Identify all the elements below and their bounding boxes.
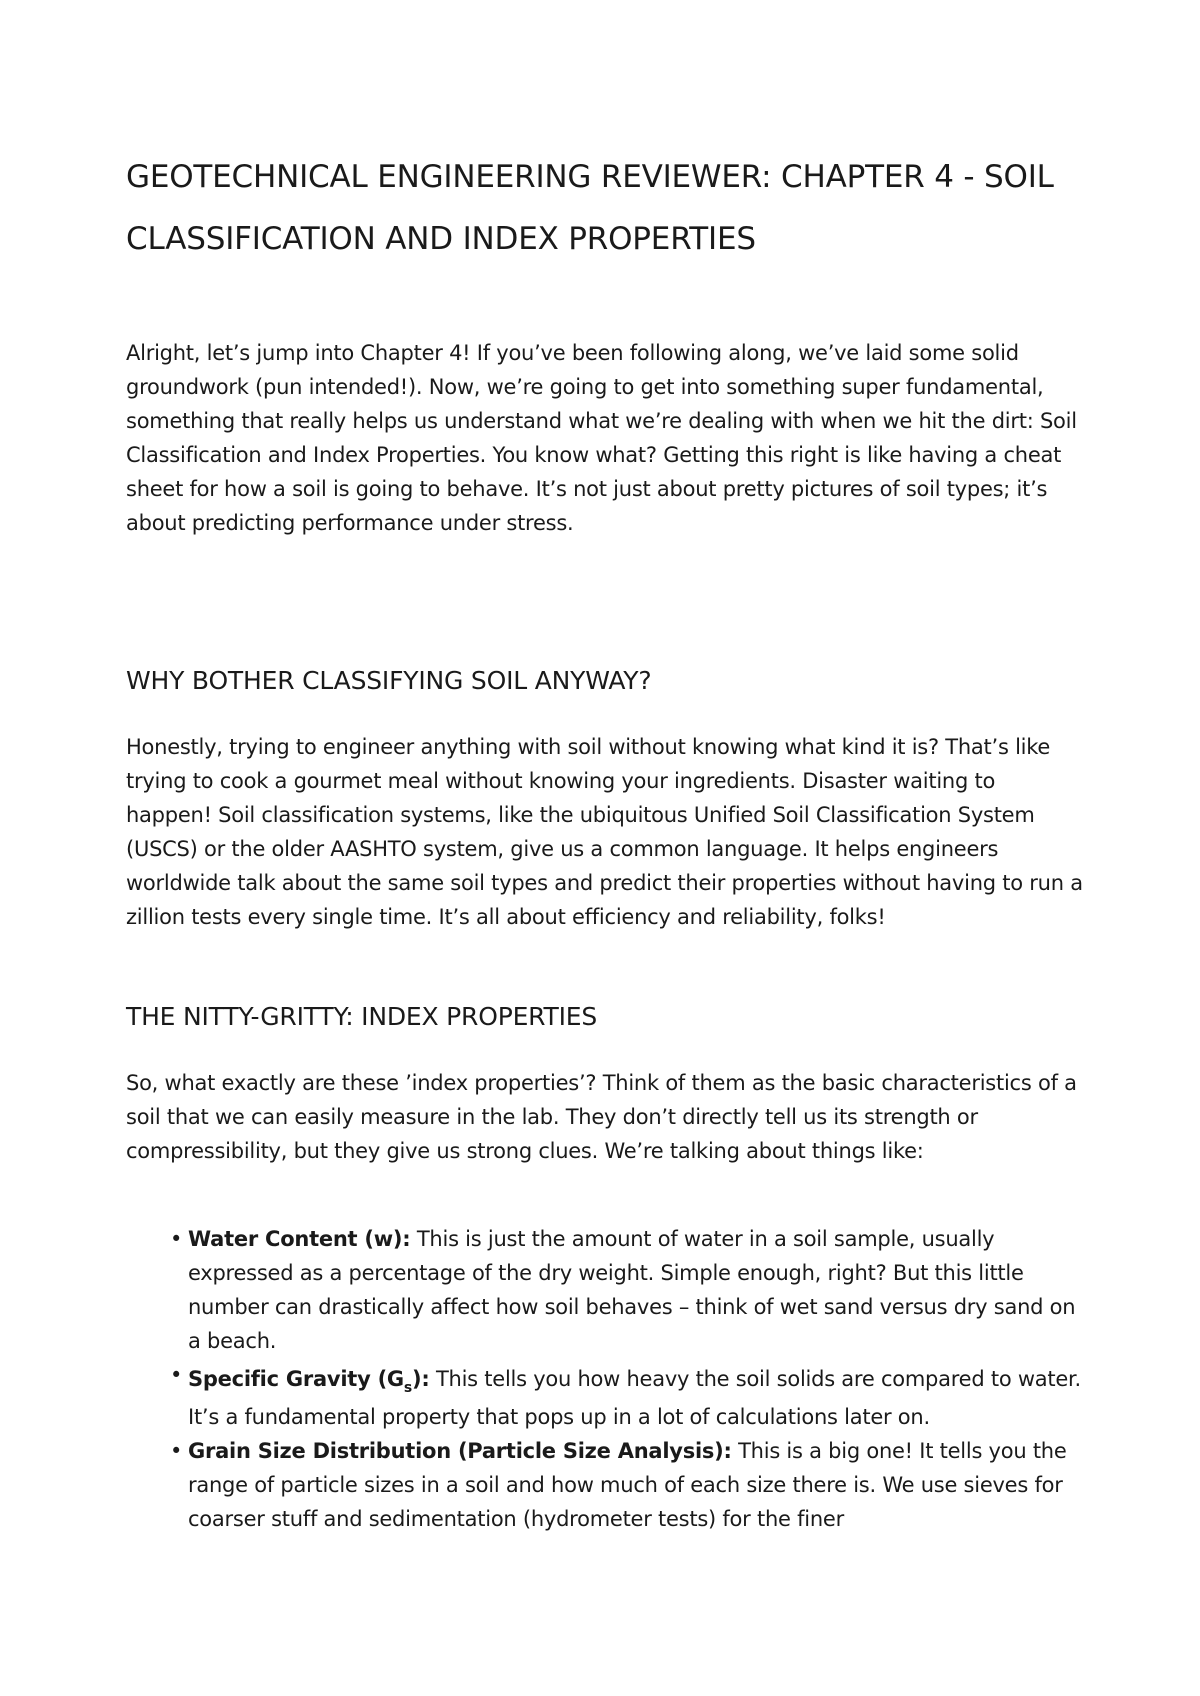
- section-heading-why-classify: WHY BOTHER CLASSIFYING SOIL ANYWAY?: [126, 666, 652, 695]
- list-item-term: [188, 1367, 430, 1396]
- index-properties-list: [126, 1222, 1086, 1536]
- list-item-specific-gravity: [126, 1358, 1086, 1434]
- section-paragraph-why-classify: Honestly, trying to engineer anything with soil without knowing what kind it is? That’s like trying to cook a gourmet meal without knowing your ingredients. Disaster waiting to happen! Soil classification systems, like the ubiquitous Unified Soil Classification System (USCS) or the older AASHTO system, give us a common language. It helps engineers worldwide talk about the same soil types and predict their properties without having to run a zillion tests every single time. It’s all about efficiency and reliability, folks!: [126, 735, 1083, 929]
- list-item-term: Grain Size Distribution (Particle Size Analysis):: [188, 1439, 732, 1463]
- term-suffix: ):: [412, 1367, 430, 1391]
- bullet-icon: •: [170, 1363, 183, 1387]
- list-item-text: This is a big one! It tells you the range of particle sizes in a soil and how much of each size there is. We use sieves for coarser stuff and sedimentation (hydrometer tests) for the finer: [188, 1439, 1067, 1531]
- list-item-text: This is just the amount of water in a soil sample, usually expressed as a percentage of the dry weight. Simple enough, right? But this little number can drastically affect how soil behaves – think of wet sand versus dry sand on a beach.: [188, 1227, 1076, 1353]
- section-paragraph-index-properties: So, what exactly are these ’index properties’? Think of them as the basic characteristics of a soil that we can easily measure in the lab. They don’t directly tell us its strength or compressibility, but they give us strong clues. We’re talking about things like:: [126, 1071, 1077, 1163]
- list-item-grain-size: [126, 1434, 1086, 1536]
- document-title: GEOTECHNICAL ENGINEERING REVIEWER: CHAPTER 4 - SOIL CLASSIFICATION AND INDEX PROPERTIES: [126, 159, 1054, 257]
- list-item-text: This tells you how heavy the soil solids are compared to water. It’s a fundamental property that pops up in a lot of calculations later on.: [188, 1367, 1081, 1429]
- bullet-icon: •: [170, 1227, 183, 1251]
- bullet-icon: •: [170, 1439, 183, 1463]
- list-item-water-content: [126, 1222, 1086, 1358]
- term-subscript: s: [403, 1380, 413, 1396]
- section-heading-index-properties: THE NITTY-GRITTY: INDEX PROPERTIES: [126, 1002, 598, 1031]
- term-prefix: Specific Gravity (G: [188, 1367, 404, 1391]
- list-item-term: Water Content (w):: [188, 1227, 411, 1251]
- intro-paragraph: Alright, let’s jump into Chapter 4! If you’ve been following along, we’ve laid some solid groundwork (pun intended!). Now, we’re going to get into something super fundamental, something that really helps us understand what we’re dealing with when we hit the dirt: Soil Classification and Index Properties. You know what? Getting this right is like having a cheat sheet for how a soil is going to behave. It’s not just about pretty pictures of soil types; it’s about predicting performance under stress.: [126, 341, 1077, 535]
